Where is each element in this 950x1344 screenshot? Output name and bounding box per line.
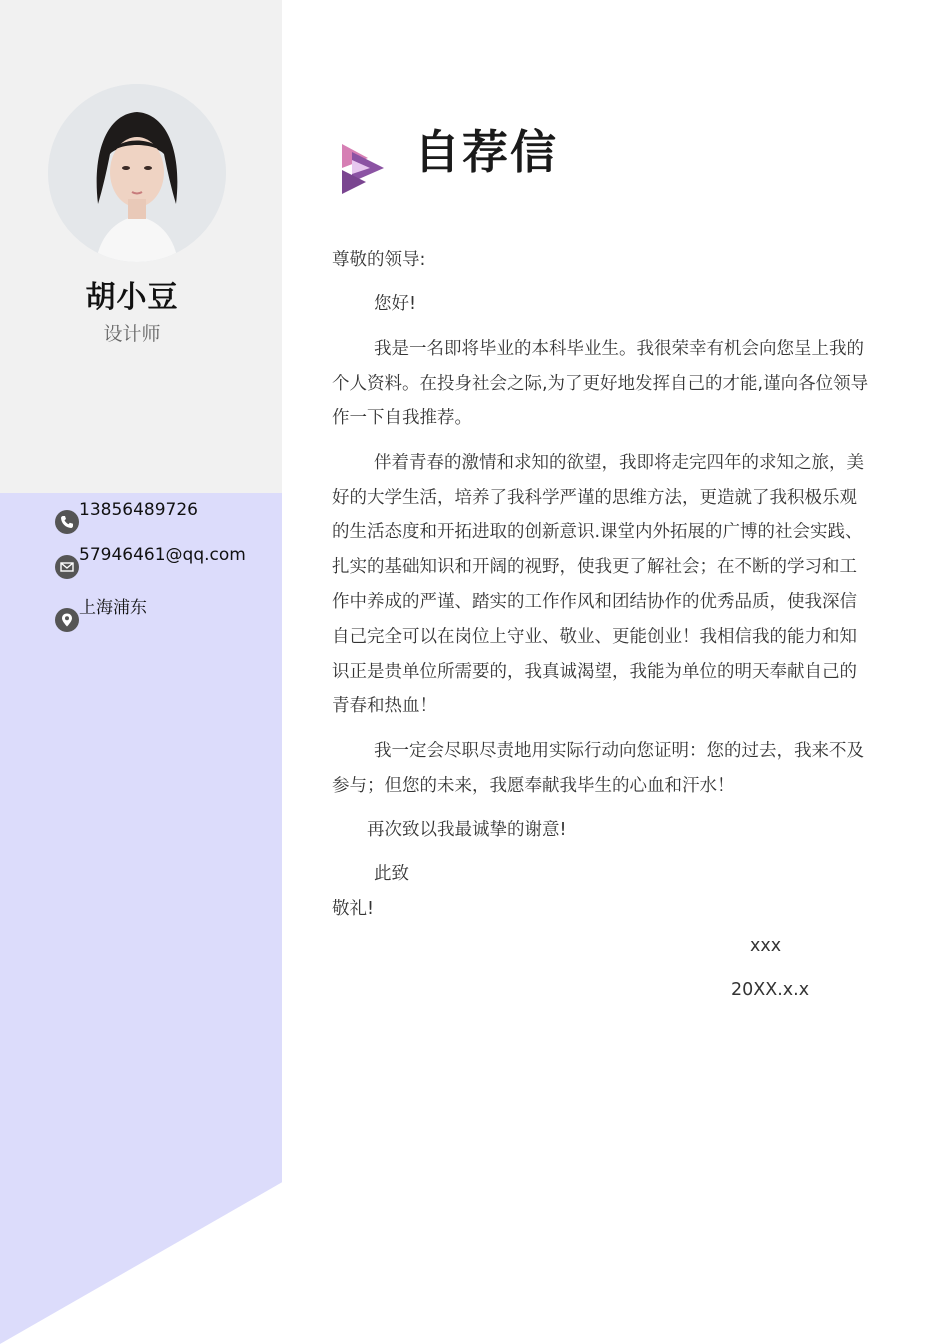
closing-line-2: 敬礼!	[332, 899, 375, 920]
profile-name: 胡小豆	[85, 280, 179, 315]
email-address: 57946461@qq.com	[79, 545, 246, 565]
letter-body	[332, 243, 872, 937]
salutation: 尊敬的领导:	[332, 250, 426, 270]
thanks-line: 再次致以我最诚挚的谢意!	[367, 819, 567, 840]
page-title: 自荐信	[414, 125, 558, 179]
paragraph-experience: 伴着青春的激情和求知的欲望，我即将走完四年的求知之旅，美好的大学生活，培养了我科学严谨的思维方法，更造就了我积极乐观的生活态度和开拓进取的创新意识.课堂内外拓展的广博的社会实践、扎实的基础知识和开阔的视野，使我更了解社会；在不断的学习和工作中养成的严谨、踏实的工作作风和团结协作的优秀品质，使我深信自己完全可以在岗位上守业、敬业、更能创业！我相信我的能力和知识正是贵单位所需要的，我真诚渴望，我能为单位的明天奉献自己的青春和热血！	[332, 452, 864, 717]
paragraph-promise: 我一定会尽职尽责地用实际行动向您证明：您的过去，我来不及参与；但您的未来，我愿奉献我毕生的心血和汗水！	[332, 740, 864, 796]
paragraph-intro: 我是一名即将毕业的本科毕业生。我很荣幸有机会向您呈上我的个人资料。在投身社会之际,为了更好地发挥自己的才能,谨向各位领导作一下自我推荐。	[332, 338, 869, 429]
location-text: 上海浦东	[79, 598, 147, 618]
closing-line-1: 此致	[374, 864, 409, 885]
mail-icon	[55, 555, 79, 579]
phone-number: 13856489726	[79, 500, 198, 520]
location-pin-icon	[55, 608, 79, 632]
greeting: 您好!	[374, 294, 417, 315]
signature-name: xxx	[750, 936, 782, 956]
contact-phone	[55, 500, 198, 526]
contact-location	[55, 598, 147, 624]
triangle-play-logo-icon	[338, 142, 390, 196]
avatar	[48, 84, 226, 262]
signature-date: 20XX.x.x	[731, 980, 810, 1000]
profile-title: 设计师	[103, 323, 161, 345]
contact-email	[55, 545, 246, 571]
phone-icon	[55, 510, 79, 534]
